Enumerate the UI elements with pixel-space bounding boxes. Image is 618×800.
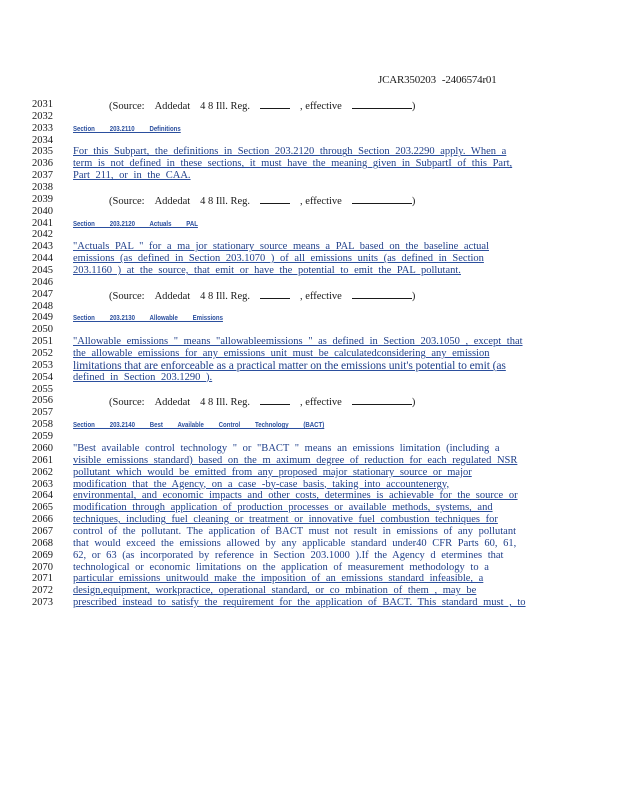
blank-register-page	[260, 99, 290, 109]
section-heading-text: Section 203.2120 Actuals PAL	[73, 218, 198, 228]
text-line: term is not defined in these sections, it must have the meaning given in SubpartI of this Part,	[73, 158, 513, 170]
body-text-line	[73, 158, 543, 170]
line-number: 2040	[32, 205, 53, 217]
source-prefix: (Source:	[109, 195, 145, 207]
document-body	[73, 99, 543, 609]
text-line: limitations that are enforceable as a practical matter on the emissions unit's potential to emit (as	[73, 358, 506, 372]
source-close: )	[411, 397, 416, 409]
body-text-line	[73, 265, 543, 277]
blank-effective-date	[352, 395, 412, 405]
line-number-gutter	[32, 99, 62, 609]
text-line: For this Subpart, the definitions in Section 203.2120 through Section 203.2290 apply. When a	[73, 146, 507, 158]
body-text-line	[73, 467, 543, 479]
source-action: Addedat	[154, 195, 191, 207]
line-number: 2070	[32, 561, 53, 573]
line-number: 2038	[32, 182, 53, 194]
text-line: that would exceed the emissions allowed by any applicable standard under40 CFR Parts 60, 61,	[73, 537, 517, 549]
source-effective-label: effective	[305, 195, 342, 207]
line-number: 2057	[32, 407, 53, 419]
line-number: 2045	[32, 265, 53, 277]
line-number: 2061	[32, 454, 53, 466]
body-text-line	[73, 597, 543, 609]
line-number: 2036	[32, 158, 53, 170]
text-line: environmental, and economic impacts and other costs, determines is achievable for the source or	[73, 490, 518, 502]
blank-line	[73, 384, 543, 396]
body-text-line	[73, 241, 543, 253]
source-action: Addedat	[154, 101, 191, 112]
section-heading	[73, 123, 543, 135]
body-text-line	[73, 573, 543, 585]
line-number: 2055	[32, 383, 53, 395]
source-effective-label: effective	[305, 290, 342, 302]
blank-line	[73, 431, 543, 443]
source-note-line: (Source: Addedat 4 8 Ill. Reg. , effective )	[109, 397, 416, 409]
text-line: defined in Section 203.1290 ).	[73, 371, 213, 383]
blank-line	[73, 135, 543, 147]
text-line: 203.1160 ) at the source, that emit or have the potential to emit the PAL pollutant.	[73, 265, 461, 277]
line-number: 2058	[32, 419, 53, 431]
text-line: modification that the Agency, on a case -by-case basis, taking into accountenergy,	[73, 478, 450, 490]
line-number: 2069	[32, 549, 53, 561]
line-number: 2044	[32, 253, 53, 265]
section-heading-text: Section 203.2110 Definitions	[73, 123, 181, 133]
line-number: 2032	[32, 110, 53, 122]
line-number: 2056	[32, 395, 53, 407]
line-number: 2039	[32, 193, 53, 205]
text-line: pollutant which would be emitted from any proposed major stationary source or major	[73, 466, 472, 478]
body-text-line	[73, 360, 543, 372]
line-number: 2060	[32, 442, 53, 454]
body-text-line	[73, 538, 543, 550]
source-close: )	[411, 101, 416, 112]
line-number: 2073	[32, 597, 53, 609]
blank-line	[73, 206, 543, 218]
line-number: 2037	[32, 170, 53, 182]
text-line: particular emissions unitwould make the imposition of an emissions standard infeasible, a	[73, 573, 484, 585]
line-number: 2034	[32, 134, 53, 146]
body-text-line	[73, 443, 543, 455]
line-number: 2048	[32, 300, 53, 312]
blank-line	[73, 229, 543, 241]
body-text-line	[73, 502, 543, 514]
line-number: 2067	[32, 525, 53, 537]
body-text-line	[73, 372, 543, 384]
text-line: the allowable emissions for any emissions unit must be calculatedconsidering any emission	[73, 348, 490, 360]
blank-register-page	[260, 194, 290, 204]
text-line: control of the pollutant. The application of BACT must not result in emissions of any pollutant	[73, 525, 516, 537]
line-number: 2042	[32, 229, 53, 241]
text-line: prescribed instead to satisfy the requirement for the application of BACT. This standard must , to	[73, 597, 526, 609]
source-effective-label: effective	[305, 397, 342, 409]
line-number: 2041	[32, 217, 53, 229]
document-revision-id: -2406574r01	[441, 74, 497, 86]
body-text-line	[73, 550, 543, 562]
source-note-line: (Source: Addedat 4 8 Ill. Reg. , effective )	[109, 290, 416, 302]
text-line: technological or economic limitations on the application of measurement methodology to a	[73, 561, 489, 573]
body-text-line	[73, 170, 543, 182]
text-line: visible emissions standard) based on the m aximum degree of reduction for each regulated NSR	[73, 454, 518, 466]
line-number: 2033	[32, 122, 53, 134]
source-register-ref: 4 8 Ill. Reg.	[200, 101, 251, 112]
section-heading-text: Section 203.2130 Allowable Emissions	[73, 313, 223, 323]
blank-register-page	[260, 395, 290, 405]
line-number: 2072	[32, 585, 53, 597]
section-heading	[73, 218, 543, 230]
line-number: 2053	[32, 359, 53, 371]
blank-effective-date	[352, 289, 412, 299]
source-prefix: (Source:	[109, 397, 145, 409]
blank-effective-date	[352, 194, 412, 204]
blank-line	[73, 277, 543, 289]
source-close: )	[411, 290, 416, 302]
line-number: 2052	[32, 348, 53, 360]
line-number: 2068	[32, 537, 53, 549]
document-header	[378, 74, 497, 86]
body-text-line	[73, 514, 543, 526]
text-line: "Best available control technology " or "BACT " means an emissions limitation (including a	[73, 442, 500, 454]
line-number: 2059	[32, 431, 53, 443]
line-number: 2065	[32, 502, 53, 514]
text-line: "Actuals PAL " for a ma jor stationary source means a PAL based on the baseline actual	[73, 241, 490, 253]
source-note-line: (Source: Addedat 4 8 Ill. Reg. , effective )	[109, 195, 416, 207]
line-number: 2064	[32, 490, 53, 502]
section-heading	[73, 419, 543, 431]
line-number: 2043	[32, 241, 53, 253]
line-number: 2031	[32, 99, 53, 110]
blank-line	[73, 301, 543, 313]
source-close: )	[411, 195, 416, 207]
text-line: design,equipment, workpractice, operational standard, or co mbination of them , may be	[73, 585, 477, 597]
section-heading-text: Section 203.2140 Best Available Control Technology (BACT)	[73, 420, 325, 430]
body-text-line	[73, 253, 543, 265]
line-number: 2035	[32, 146, 53, 158]
line-number: 2046	[32, 276, 53, 288]
source-register-ref: 4 8 Ill. Reg.	[200, 195, 251, 207]
body-text-line	[73, 146, 543, 158]
source-prefix: (Source:	[109, 290, 145, 302]
line-number: 2062	[32, 466, 53, 478]
line-number: 2051	[32, 336, 53, 348]
line-number: 2050	[32, 324, 53, 336]
document-id: JCAR350203	[378, 74, 436, 86]
line-number: 2066	[32, 514, 53, 526]
line-number: 2054	[32, 371, 53, 383]
source-register-ref: 4 8 Ill. Reg.	[200, 290, 251, 302]
source-register-ref: 4 8 Ill. Reg.	[200, 397, 251, 409]
body-text-line	[73, 526, 543, 538]
body-text-line	[73, 490, 543, 502]
line-number: 2063	[32, 478, 53, 490]
blank-line	[73, 182, 543, 194]
blank-register-page	[260, 289, 290, 299]
blank-line	[73, 111, 543, 123]
line-number: 2049	[32, 312, 53, 324]
body-text-line	[73, 562, 543, 574]
text-line: emissions (as defined in Section 203.1070 ) of all emissions units (as defined in Section	[73, 253, 484, 265]
blank-line	[73, 324, 543, 336]
source-action: Addedat	[154, 397, 191, 409]
body-text-line	[73, 479, 543, 491]
line-number: 2047	[32, 288, 53, 300]
source-action: Addedat	[154, 290, 191, 302]
body-text-line	[73, 336, 543, 348]
text-line: techniques, including fuel cleaning or treatment or innovative fuel combustion techniques for	[73, 514, 498, 526]
source-prefix: (Source:	[109, 101, 145, 112]
text-line: "Allowable emissions " means "allowableemissions " as defined in Section 203.1050 , except that	[73, 336, 523, 348]
text-line: Part 211, or in the CAA.	[73, 170, 191, 182]
body-text-line	[73, 455, 543, 467]
line-number: 2071	[32, 573, 53, 585]
section-heading	[73, 312, 543, 324]
text-line: modification through application of production processes or available methods, systems, and	[73, 502, 493, 514]
blank-line	[73, 407, 543, 419]
source-note-line: (Source: Addedat 4 8 Ill. Reg. , effective )	[109, 101, 416, 112]
body-text-line	[73, 585, 543, 597]
text-line: 62, or 63 (as incorporated by reference in Section 203.1000 ).If the Agency d etermines that	[73, 549, 504, 561]
blank-effective-date	[352, 99, 412, 109]
source-effective-label: effective	[305, 101, 342, 112]
